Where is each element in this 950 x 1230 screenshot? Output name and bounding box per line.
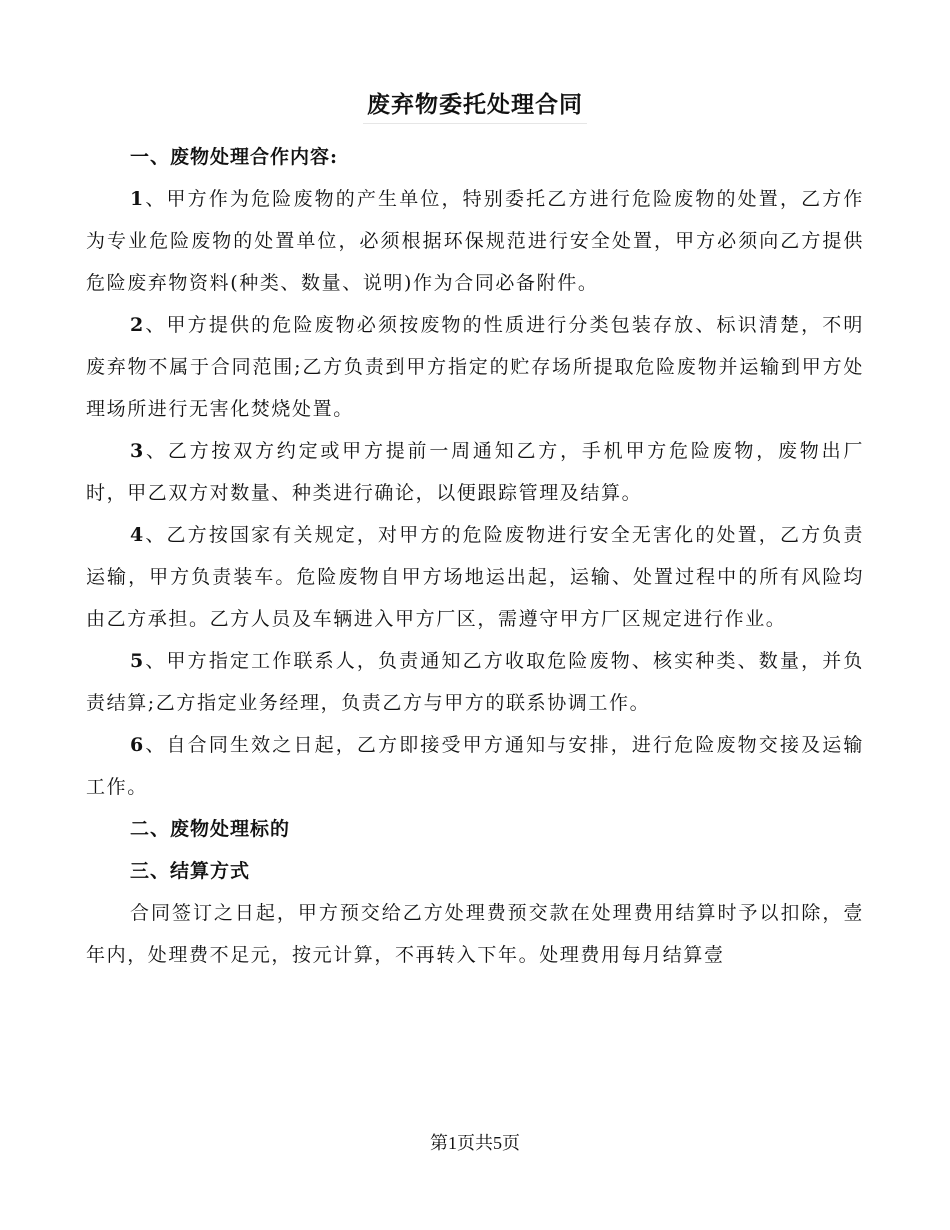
section-heading-subject: 二、废物处理标的 (130, 818, 291, 840)
settlement-paragraph: 合同签订之日起，甲方预交给乙方处理费预交款在处理费用结算时予以扣除，壹年内，处理费不足元，按元计算，不再转入下年。处理费用每月结算壹 (86, 902, 864, 966)
clause-3 (86, 430, 864, 514)
clause-4 (86, 514, 864, 640)
clause-5 (86, 640, 864, 724)
clause-text: 、自合同生效之日起，乙方即接受甲方通知与安排，进行危险废物交接及运输工作。 (86, 734, 864, 798)
clause-2 (86, 304, 864, 430)
clause-number: 1 (130, 188, 145, 210)
document-title-text: 废弃物委托处理合同 (363, 86, 587, 124)
document-body (86, 136, 864, 976)
clause-text: 、甲方作为危险废物的产生单位，特别委托乙方进行危险废物的处置，乙方作为专业危险废物的处置单位，必须根据环保规范进行安全处置，甲方必须向乙方提供危险废弃物资料(种类、数量、说明)作为合同必备附件。 (86, 188, 864, 294)
clause-text: 、乙方按国家有关规定，对甲方的危险废物进行安全无害化的处置，乙方负责运输，甲方负责装车。危险废物自甲方场地运出起，运输、处置过程中的所有风险均由乙方承担。乙方人员及车辆进入甲方厂区，需遵守甲方厂区规定进行作业。 (86, 524, 864, 630)
clause-number: 4 (130, 524, 145, 546)
section-heading-cooperation: 一、废物处理合作内容: (130, 146, 339, 168)
document-title (0, 86, 950, 124)
clause-number: 6 (130, 734, 145, 756)
clause-text: 、乙方按双方约定或甲方提前一周通知乙方，手机甲方危险废物，废物出厂时，甲乙双方对数量、种类进行确论，以便跟踪管理及结算。 (86, 440, 864, 504)
clause-number: 3 (130, 440, 145, 462)
clause-1 (86, 178, 864, 304)
clause-text: 、甲方指定工作联系人，负责通知乙方收取危险废物、核实种类、数量，并负责结算;乙方指定业务经理，负责乙方与甲方的联系协调工作。 (86, 650, 864, 714)
clause-number: 5 (130, 650, 145, 672)
clause-text: 、甲方提供的危险废物必须按废物的性质进行分类包装存放、标识清楚，不明废弃物不属于合同范围;乙方负责到甲方指定的贮存场所提取危险废物并运输到甲方处理场所进行无害化焚烧处置。 (86, 314, 864, 420)
page-footer: 第1页共5页 (430, 1133, 520, 1153)
clause-number: 2 (130, 314, 145, 336)
clause-6 (86, 724, 864, 808)
section-heading-settlement: 三、结算方式 (130, 860, 251, 882)
